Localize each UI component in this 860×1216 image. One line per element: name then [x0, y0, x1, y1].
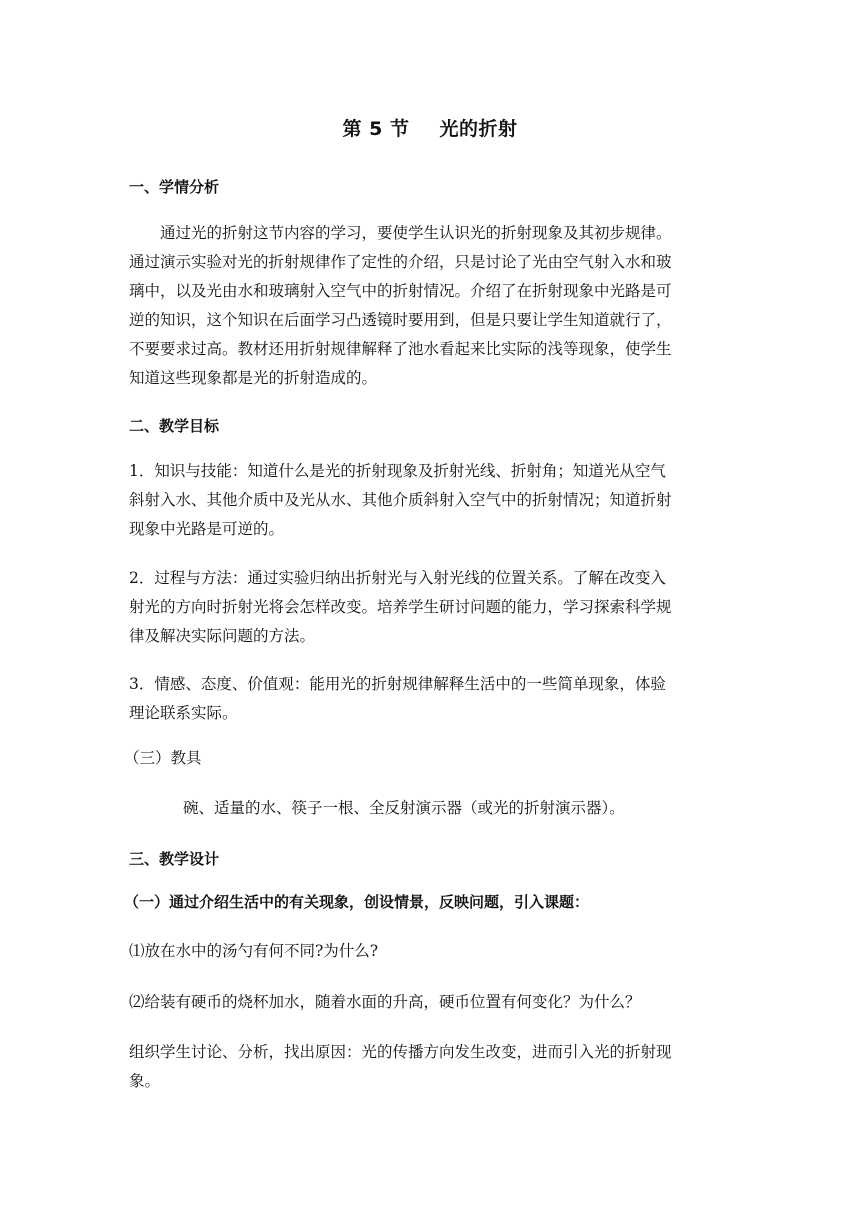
paragraph-line: 通过演示实验对光的折射规律作了定性的介绍，只是讨论了光由空气射入水和玻 [129, 253, 672, 271]
paragraph-line: 斜射入水、其他介质中及光从水、其他介质斜射入空气中的折射情况；知道折射 [129, 491, 672, 509]
paragraph-line: 通过光的折射这节内容的学习，要使学生认识光的折射现象及其初步规律。 [160, 224, 672, 242]
paragraph-line: 射光的方向时折射光将会怎样改变。培养学生研讨问题的能力，学习探索科学规 [129, 598, 672, 616]
title-section-number: 第 5 节 [342, 118, 410, 140]
paragraph-line: 律及解决实际问题的方法。 [129, 627, 316, 645]
paragraph-line: 知道这些现象都是光的折射造成的。 [129, 369, 378, 387]
section-heading-goals: 二、教学目标 [129, 417, 220, 435]
paragraph-line: 1．知识与技能：知道什么是光的折射现象及折射光线、折射角；知道光从空气 [129, 462, 666, 480]
paragraph-line: 组织学生讨论、分析，找出原因：光的传播方向发生改变，进而引入光的折射现 [129, 1043, 672, 1061]
paragraph-line: 不要要求过高。教材还用折射规律解释了池水看起来比实际的浅等现象，使学生 [129, 340, 672, 358]
conclusion-paragraph [129, 1038, 732, 1096]
design-subheading: （一）通过介绍生活中的有关现象，创设情景，反映问题，引入课题： [124, 893, 590, 911]
goal-process [129, 564, 732, 651]
tools-text: 碗、适量的水、筷子一根、全反射演示器（或光的折射演示器）。 [183, 799, 625, 817]
question-1: ⑴放在水中的汤勺有何不同?为什么? [129, 942, 379, 960]
goal-knowledge [129, 457, 732, 544]
paragraph-line: 璃中，以及光由水和玻璃射入空气中的折射情况。介绍了在折射现象中光路是可 [129, 282, 672, 300]
paragraph-line: 逆的知识，这个知识在后面学习凸透镜时要用到，但是只要让学生知道就行了， [129, 311, 672, 329]
goal-attitude [129, 670, 732, 728]
section-heading-tools: （三）教具 [124, 749, 202, 767]
question-2: ⑵给装有硬币的烧杯加水，随着水面的升高，硬币位置有何变化？为什么？ [129, 993, 641, 1011]
section-heading-design: 三、教学设计 [129, 850, 220, 868]
paragraph-line: 理论联系实际。 [129, 704, 238, 722]
title-text: 光的折射 [439, 118, 518, 140]
page-title [0, 114, 860, 141]
paragraph-line: 3．情感、态度、价值观：能用光的折射规律解释生活中的一些简单现象，体验 [129, 675, 666, 693]
paragraph-line: 现象中光路是可逆的。 [129, 520, 285, 538]
analysis-paragraph [129, 219, 732, 393]
section-heading-analysis: 一、学情分析 [129, 178, 220, 196]
paragraph-line: 2．过程与方法：通过实验归纳出折射光与入射光线的位置关系。了解在改变入 [129, 569, 666, 587]
paragraph-line: 象。 [129, 1072, 161, 1090]
